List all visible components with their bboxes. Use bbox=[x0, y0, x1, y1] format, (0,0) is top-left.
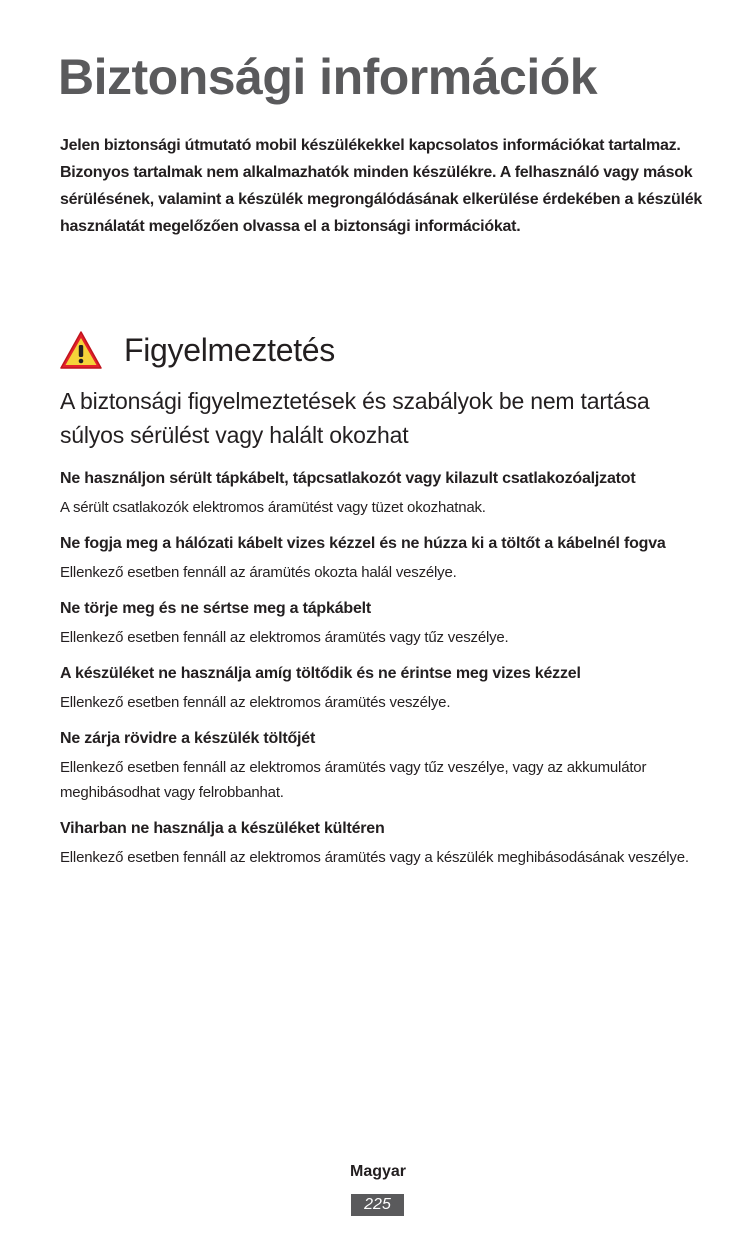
rule-heading: Ne használjon sérült tápkábelt, tápcsatlakozót vagy kilazult csatlakozóaljzatot bbox=[60, 470, 636, 487]
page-title: Biztonsági információk bbox=[58, 49, 598, 105]
footer-language: Magyar bbox=[349, 1163, 407, 1180]
rule-heading: Ne zárja rövidre a készülék töltőjét bbox=[60, 730, 316, 747]
rule-item bbox=[60, 531, 710, 585]
rule-item bbox=[60, 661, 710, 715]
rule-heading: Ne fogja meg a hálózati kábelt vizes kézzel és ne húzza ki a töltőt a kábelnél fogva bbox=[60, 535, 666, 552]
warning-subtitle: A biztonsági figyelmeztetések és szabályok be nem tartása súlyos sérülést vagy halált okozhat bbox=[60, 388, 650, 448]
rule-text: Ellenkező esetben fennáll az elektromos áramütés vagy tűz veszélye, vagy az akkumulátor meghibásodhat vagy felrobbanhat. bbox=[60, 759, 647, 801]
rule-text: Ellenkező esetben fennáll az elektromos áramütés vagy a készülék meghibásodásának veszélye. bbox=[60, 849, 689, 866]
rule-heading: Viharban ne használja a készüléket kültéren bbox=[60, 820, 385, 837]
rule-text: Ellenkező esetben fennáll az áramütés okozta halál veszélye. bbox=[60, 564, 457, 581]
warning-header bbox=[58, 326, 335, 374]
warning-triangle-icon bbox=[58, 329, 104, 371]
rule-text: Ellenkező esetben fennáll az elektromos áramütés veszélye. bbox=[60, 694, 451, 711]
rule-item bbox=[60, 596, 710, 650]
page-number-badge: 225 bbox=[351, 1194, 404, 1216]
rule-item bbox=[60, 466, 710, 520]
rule-heading: Ne törje meg és ne sértse meg a tápkábelt bbox=[60, 600, 372, 617]
rules-list bbox=[60, 466, 710, 881]
rule-text: Ellenkező esetben fennáll az elektromos áramütés vagy tűz veszélye. bbox=[60, 629, 509, 646]
intro-paragraph: Jelen biztonsági útmutató mobil készülékekkel kapcsolatos információkat tartalmaz. Bizonyos tartalmak nem alkalmazhatók minden készülékre. A felhasználó vagy mások sérülésének, valamint a készülék megrongálódásának elkerülése érdekében a készülék használatát megelőzően olvassa el a biztonsági információkat. bbox=[60, 137, 703, 235]
rule-text: A sérült csatlakozók elektromos áramütést vagy tüzet okozhatnak. bbox=[60, 499, 486, 516]
rule-item bbox=[60, 816, 710, 870]
rule-heading: A készüléket ne használja amíg töltődik és ne érintse meg vizes kézzel bbox=[60, 665, 581, 682]
rule-item bbox=[60, 726, 710, 805]
warning-title: Figyelmeztetés bbox=[124, 331, 335, 368]
